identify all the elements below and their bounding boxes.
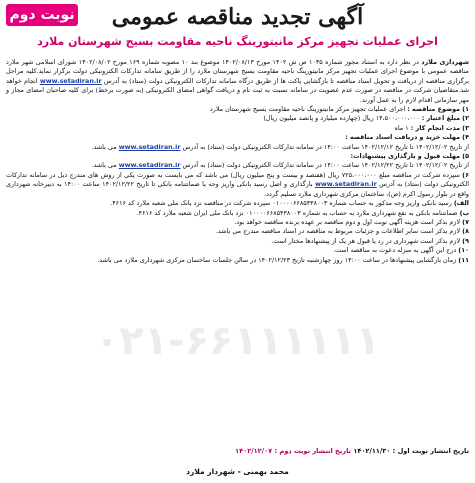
item-number: ۱۰) [458, 246, 469, 255]
item-number: ۹) [462, 236, 469, 245]
notice-item [6, 143, 469, 152]
item-title: مهلت قبول و بارگذاری پیشنهادات: [350, 152, 461, 161]
item-number: ۶) [462, 170, 469, 179]
round-badge: نوبت دوم [6, 4, 78, 26]
item-number: ۵) [462, 152, 469, 161]
item-text: از تاریخ ۱۴۰۲/۱۲/۰۲ تا تاریخ ۱۴۰۲/۱۲/۲۲ ساعت ۱۴:۰۰ در سامانه تدارکات الکترونیکی دولت (ستاد) به آدرس [180, 161, 469, 170]
item-text: درج این آگهی به منزله دعوت به مناقصه است. [333, 246, 457, 255]
item-number: ۷) [462, 217, 469, 226]
second-publish-label: تاریخ انتشار نوبت دوم : [274, 447, 352, 455]
item-number: ۱) [462, 105, 469, 114]
item-text: لازم بذکر است سایر اطلاعات و جزئیات مربوط به مناقصه در اسناد مناقصه مندرج می باشد. [215, 227, 461, 236]
item-link[interactable]: www.setadiran.ir [118, 161, 181, 170]
item-text: لازم بذکر است شهرداری در رد یا قبول هر یک از پیشنهادها مختار است. [271, 236, 461, 245]
notice-subtitle: اجرای عملیات تجهیز مرکز مانیتورینگ ناحیه مقاومت بسیج شهرستان ملارد [37, 35, 438, 48]
item-text: اجرای عملیات تجهیز مرکز مانیتورینگ ناحیه مقاومت بسیج شهرستان ملارد [209, 105, 406, 114]
item-text: از تاریخ ۱۴۰۲/۱۲/۰۲ تا تاریخ ۱۴۰۲/۱۲/۱۲ ساعت ۱۴:۰۰ در سامانه تدارکات الکترونیکی دولت (ستاد) به آدرس [180, 142, 469, 151]
notice-item [6, 171, 469, 199]
item-number: ۴) [462, 133, 469, 142]
notice-item [6, 227, 469, 236]
intro-tail: انجام خواهد شد.متقاضیان شرکت در مناقصه در صورت عدم عضویت در سامانه نسبت به ثبت نام و دریافت گواهی امضای الکترونیکی (به صورت برخط) برای کلیه صاحبان امضای مجاز و مهر سازمانی اقدام لازم را به عمل آورند. [6, 76, 469, 104]
item-tail: می باشد. [91, 142, 119, 151]
item-text: ۱ ماه [394, 123, 409, 132]
notice-item [6, 237, 469, 246]
notice-item [6, 133, 469, 142]
first-publish-label: تاریخ انتشار نوبت اول : [392, 447, 469, 455]
item-number: ب) [459, 208, 469, 217]
item-number: الف) [453, 199, 469, 208]
second-publish-date: ۱۴۰۲/۱۲/۰۷ [235, 447, 273, 455]
item-text: ضمانتنامه بانکی به نفع شهرداری ملارد به حساب به شماره ۰۱۰۰۰۰۶۶۸۵۴۳۸۰۰۳ نزد بانک ملی ایران شعبه ملارد کد ۴۶۱۶. [136, 208, 458, 217]
notice-items [6, 105, 469, 265]
intro-paragraph [6, 58, 469, 105]
intro-lead: شهرداری ملارد [421, 58, 470, 66]
notice-title: آگهی تجدید مناقصه عمومی [111, 4, 364, 30]
notice-item [6, 218, 469, 227]
item-number: ۸) [462, 227, 469, 236]
item-number: ۱۱) [458, 255, 469, 264]
notice-item [6, 199, 469, 208]
notice-body [6, 58, 469, 265]
item-text: لازم بذکر است هزینه آگهی نوبت اول و دوم مناقصه بر عهده برنده مناقصه خواهد بود. [234, 217, 461, 226]
item-link[interactable]: www.setadiran.ir [314, 180, 377, 189]
notice-item [6, 246, 469, 255]
item-title: مهلت خرید و دریافت اسناد مناقصه : [345, 133, 461, 142]
item-title: مدت انجام کار : [410, 123, 461, 132]
item-title: مبلغ اعتبار : [421, 114, 461, 123]
first-publish-date: ۱۴۰۲/۱۱/۳۰ [353, 447, 391, 455]
item-number: ۲) [462, 114, 469, 123]
signature: محمد بهمنی - شهردار ملارد [186, 467, 289, 476]
publish-dates [6, 447, 469, 455]
item-text: سپرده شرکت در مناقصه مبلغ ۷۲۵،۰۰۰،۰۰۰ ریال (هفتصد و بیست و پنج میلیون ریال) می باشد که می بایست به صورت یکی از روش های مندرج ذیل در سامانه تدارکات الکترونیکی دولت (ستاد) به آدرس [6, 170, 469, 189]
item-text: رسید بانکی واریز وجه مذکور به حساب شماره ۰۱۰۰۰۰۶۶۸۵۴۳۸۰۰۳ سپرده شرکت در مناقصه نزد بانک ملی شعبه ملارد کد ۴۶۱۶. [110, 199, 452, 208]
intro-link[interactable]: www.setadiran.ir [39, 76, 102, 85]
notice-item [6, 161, 469, 170]
item-tail: بارگذاری و اصل رسید بانکی واریز وجه یا ضمانتنامه بانکی تا تاریخ ۱۴۰۲/۱۲/۲۲ ساعت ۱۴:۰۰ به دبیرخانه شهرداری واقع در بلوار رسول اکرم (ص)، ساختمان مرکزی شهرداری ملارد تسلیم گردد. [6, 180, 469, 198]
notice-item [6, 124, 469, 133]
notice-item [6, 209, 469, 218]
intro-text: در نظر دارد به استناد مجوز شماره ۱۰۳۵ ص ش ۱۴۰۲ مورخ ۱۴۰۲/۰۸/۱۳ موضوع بند ۱۰ مصوبه شماره ۱۶۹ مورخ ۱۴۰۲/۰۸/۰۲ شورای اسلامی شهر ملارد مناقصه عمومی با موضوع اجرای عملیات تجهیز مرکز مانیتورینگ ناحیه مقاومت بسیج شهرستان ملارد را از طریق سامانه تدارکات الکترونیکی دولت برگزار نماید.کلیه مراحل برگزاری مناقصه از دریافت و تحویل اسناد مناقصه تا بازگشایی پاکت ها از طریق درگاه سامانه تدارکات الکترونیکی دولت (ستاد) به آدرس [6, 58, 469, 85]
notice-item [6, 105, 469, 114]
phone-watermark: ۰۲۱-۶۶۱۱۱۱۱۱ [94, 318, 381, 364]
item-text: زمان بازگشایی پیشنهادها در ساعت ۱۴:۰۰ روز چهارشنبه تاریخ ۱۴۰۲/۱۲/۲۳ در سالن جلسات ساختمان مرکزی شهرداری ملارد می باشد. [97, 255, 457, 264]
notice-item [6, 114, 469, 123]
item-tail: می باشد. [91, 161, 119, 170]
item-text: ۱۴،۵۰۰،۰۰۰،۰۰۰ ریال (چهارده میلیارد و پانصد میلیون ریال) [263, 114, 420, 123]
item-link[interactable]: www.setadiran.ir [118, 142, 181, 151]
item-number: ۳) [462, 123, 469, 132]
notice-item [6, 256, 469, 265]
item-title: موضوع مناقصه : [407, 105, 461, 114]
